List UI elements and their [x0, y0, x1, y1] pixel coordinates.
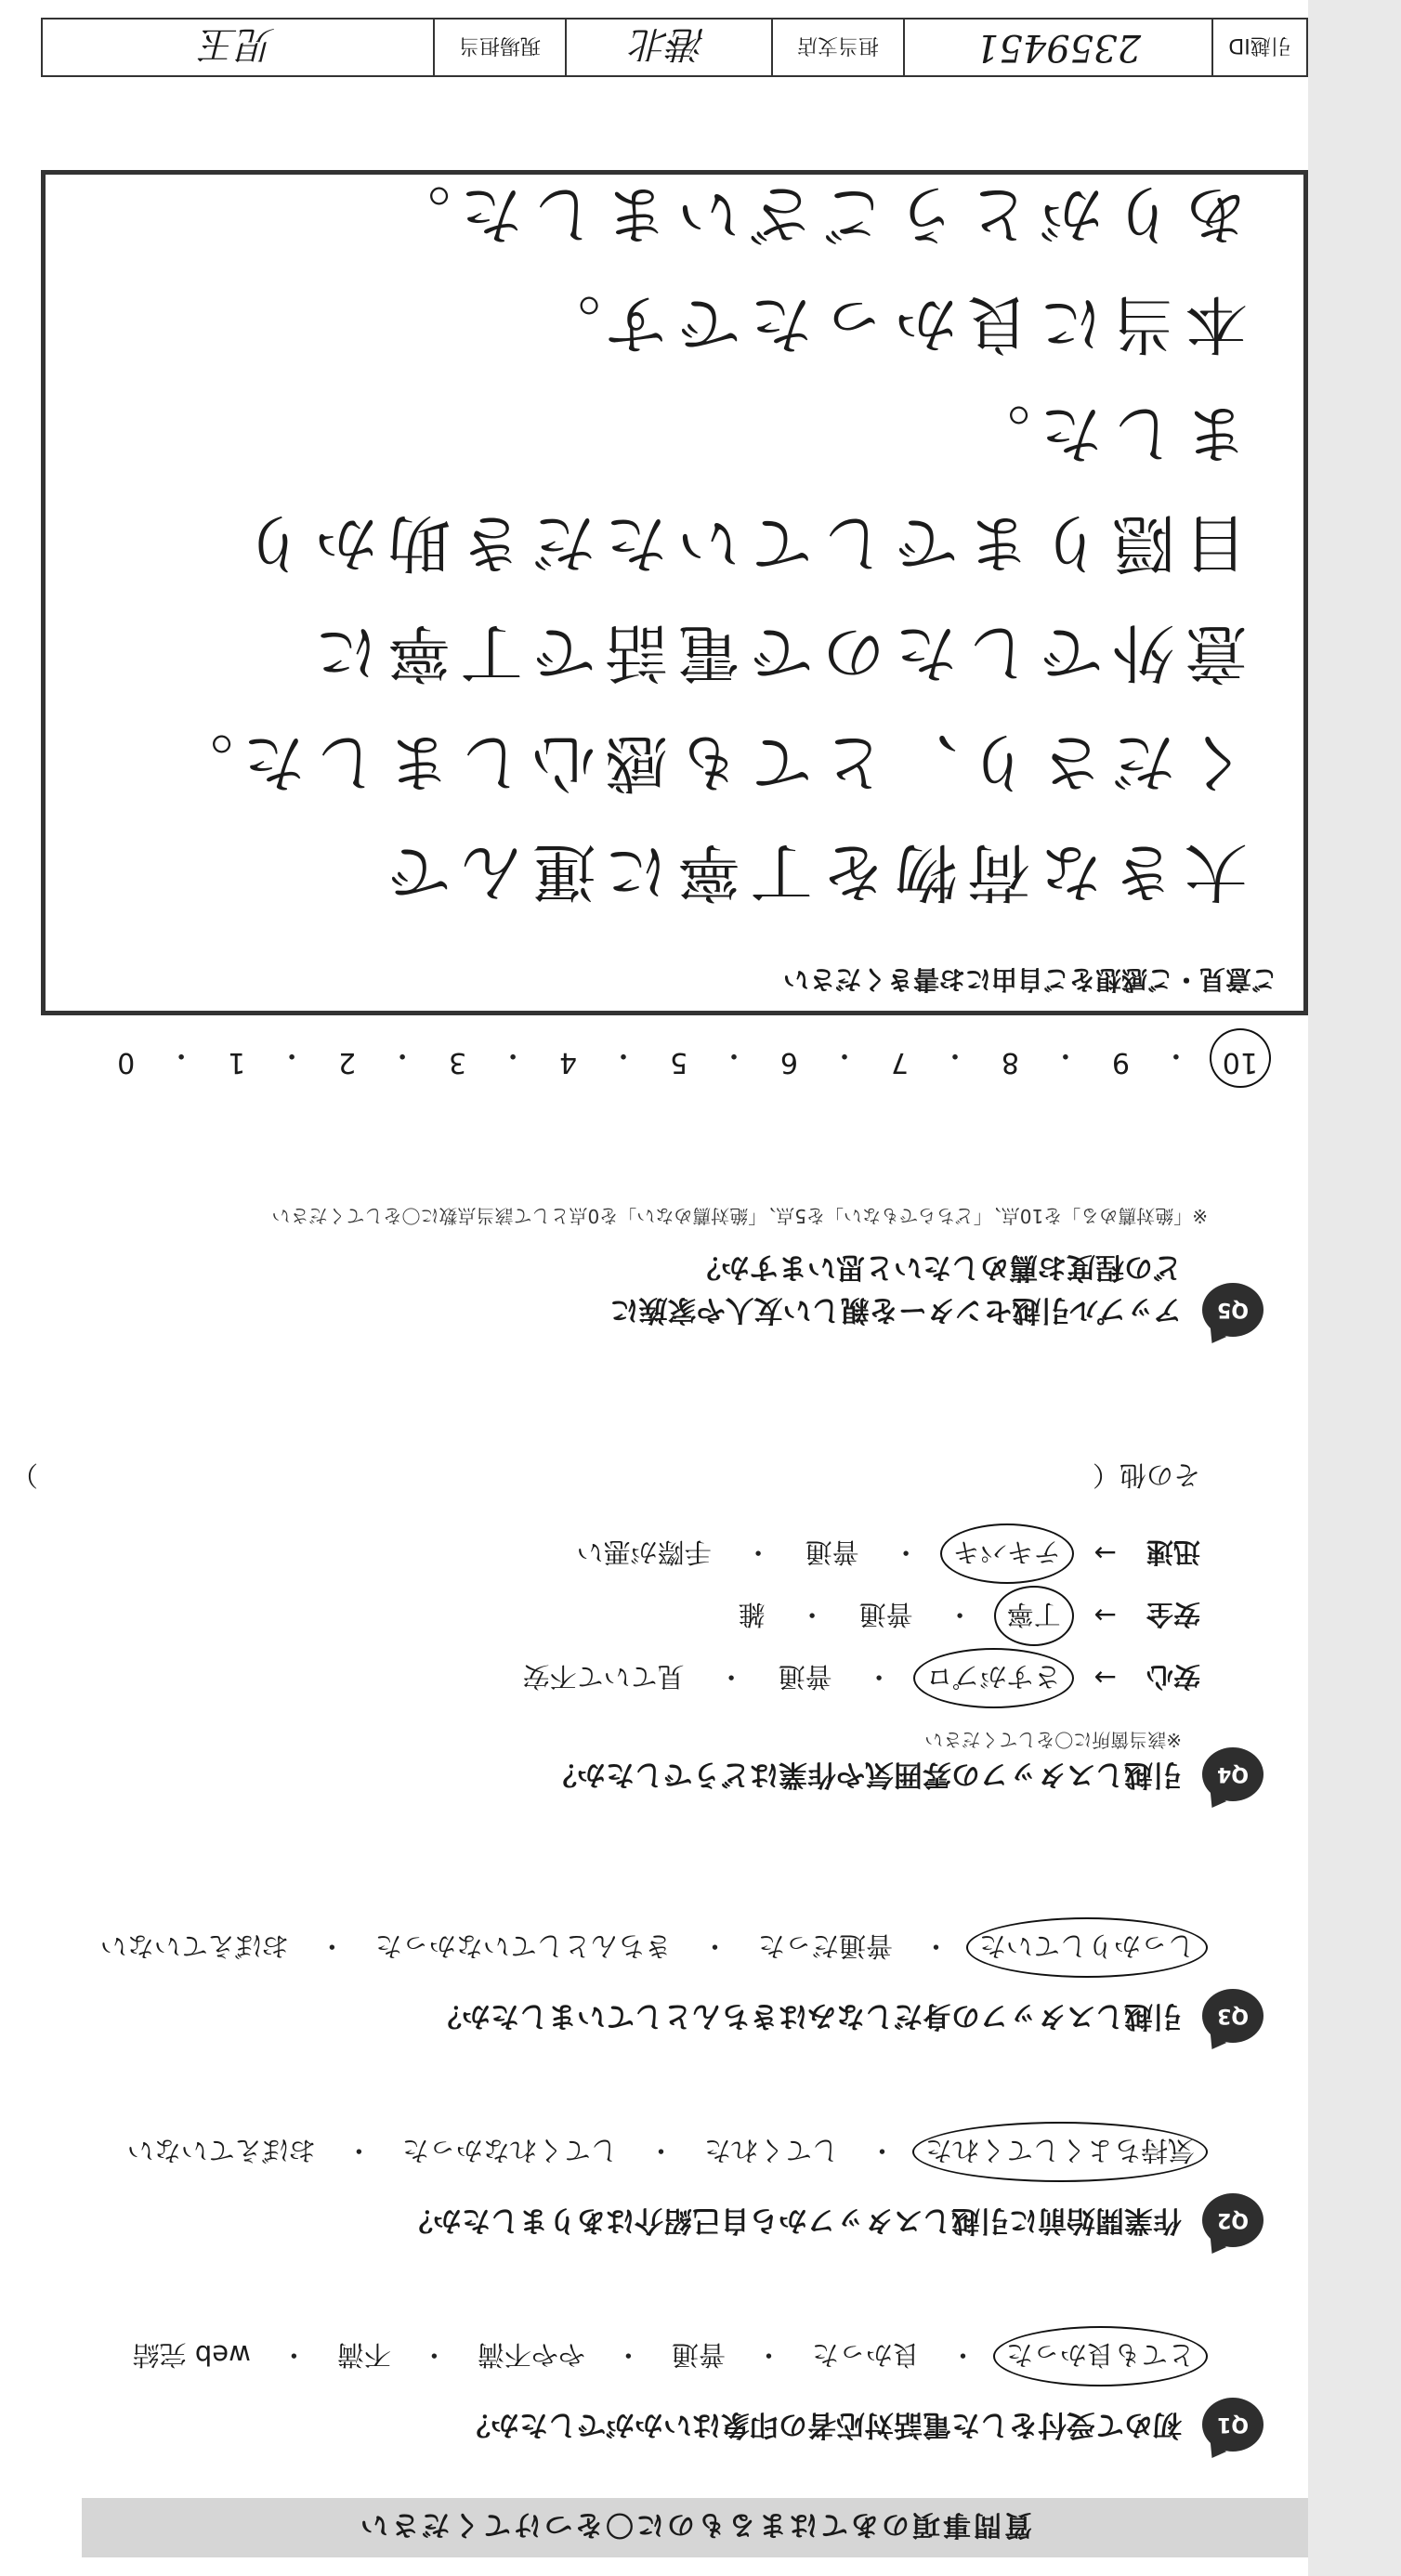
q5-note: ※「絶対薦める」を10点、「どちらでもない」を5点、「絶対薦めない」を0点として該当点数に〇をしてください: [271, 1205, 1208, 1227]
branch-value: 港北: [565, 20, 771, 75]
question-q3: [56, 1927, 1264, 2037]
q4-row-speed-label: 迅速: [1146, 1536, 1200, 1568]
q4-safety-option-normal[interactable]: 普通: [858, 1599, 913, 1630]
instruction-header-text: 質問事項のあてはまるものに〇をつけてください: [358, 2508, 1032, 2541]
q1-option-web[interactable]: web 完結: [132, 2339, 251, 2371]
q4-row-relief-label: 安心: [1146, 1661, 1200, 1693]
q1-text: 初めて受付をした電話対応者の印象はいかがでしたか？: [462, 2408, 1182, 2441]
q3-text: 引越しスタッフの身だしなみはきちんとしていましたか？: [433, 1999, 1182, 2033]
q5-score-0[interactable]: 0: [117, 1046, 136, 1079]
handwritten-comment: [77, 158, 1248, 925]
q4-other: [11, 1458, 1200, 1496]
leader-value: 児玉: [201, 22, 275, 66]
arrow-icon: →: [1093, 1600, 1117, 1632]
arrow-icon: →: [1093, 1662, 1117, 1694]
q5-score-8[interactable]: 8: [1001, 1046, 1019, 1079]
arrow-icon: →: [1093, 1537, 1117, 1570]
comment-line: ありがとうございました。: [377, 177, 1248, 250]
q5-badge: Q5: [1202, 1283, 1264, 1337]
q4-row-relief: 安心 → さすがプロ ・ 普通 ・ 見ていて不安: [56, 1657, 1200, 1699]
q5-score-7[interactable]: 7: [890, 1046, 909, 1079]
comment-line: 本当に良かったです。: [528, 286, 1248, 360]
staff-info-table: [41, 18, 1308, 77]
q4-relief-option-pro[interactable]: さすがプロ: [921, 1657, 1067, 1699]
q3-option-not-neat[interactable]: きちんとしていなかった: [374, 1930, 672, 1962]
q4-badge: Q4: [1202, 1747, 1264, 1801]
instruction-header: [82, 2498, 1308, 2557]
comment-box[interactable]: [41, 170, 1308, 1015]
comment-label: ご意見・ご感想をご自由にお書きください: [782, 964, 1277, 995]
q4-safety-option-careful[interactable]: 丁寧: [1002, 1595, 1067, 1637]
q1-option-very-good[interactable]: とても良かった: [1001, 2335, 1200, 2377]
branch-label: 担当支店: [771, 20, 903, 75]
q3-option-dont-remember[interactable]: おぼえていない: [99, 1930, 289, 1962]
q5-score-3[interactable]: 3: [449, 1046, 467, 1079]
q5-score-4[interactable]: 4: [559, 1046, 578, 1079]
q1-option-normal[interactable]: 普通: [671, 2339, 726, 2371]
comment-line: ました。: [957, 396, 1248, 469]
q5-score-2[interactable]: 2: [338, 1046, 357, 1079]
q1-option-good[interactable]: 良かった: [811, 2339, 920, 2371]
question-q1: [56, 2335, 1264, 2446]
q4-row-safety-label: 安全: [1146, 1599, 1200, 1630]
q4-other-close: ）: [11, 1459, 39, 1491]
q4-row-speed: 迅速 → テキパキ ・ 普通 ・ 手際が悪い: [56, 1533, 1200, 1575]
q3-option-normal[interactable]: 普通だった: [757, 1930, 893, 1962]
q2-option-dont-remember[interactable]: おぼえていない: [126, 2135, 316, 2166]
q3-option-neat[interactable]: しっかりしていた: [974, 1927, 1200, 1968]
q1-options: とても良かった ・ 良かった ・ 普通 ・ やや不満 ・ 不満 ・ web 完結: [56, 2335, 1200, 2377]
q4-note: ※該当箇所に〇をしてください: [924, 1729, 1182, 1751]
q5-score-9[interactable]: 9: [1111, 1046, 1130, 1079]
q4-relief-option-normal[interactable]: 普通: [778, 1661, 832, 1693]
q5-text: アップル引越センターを親しい友人や家族に どの程度お薦めしたいと思いますか？: [609, 1250, 1182, 1327]
comment-line: くださり、とても感心しました。: [160, 725, 1248, 798]
q4-speed-option-brisk[interactable]: テキパキ: [948, 1533, 1067, 1575]
id-label: 引越ID: [1211, 20, 1306, 75]
q2-badge: Q2: [1202, 2193, 1264, 2247]
q4-speed-option-clumsy[interactable]: 手際が悪い: [576, 1536, 712, 1568]
leader-label: 現場担当: [433, 20, 565, 75]
comment-line: 意外でしたので電話で丁寧に: [305, 615, 1248, 688]
q1-option-unsatisfied[interactable]: 不満: [336, 2339, 391, 2371]
question-q2: [56, 2131, 1264, 2242]
q5-score-10[interactable]: 10: [1217, 1038, 1264, 1079]
q2-option-no[interactable]: してくれなかった: [401, 2135, 618, 2166]
q4-text: 引越しスタッフの雰囲気や作業はどうでしたか？: [548, 1758, 1182, 1791]
q4-relief-option-anxious[interactable]: 見ていて不安: [522, 1661, 685, 1693]
q2-options: 気持ちよくしてくれた ・ してくれた ・ してくれなかった ・ おぼえていない: [56, 2131, 1200, 2173]
q3-badge: Q3: [1202, 1989, 1264, 2043]
q2-text: 作業開始前に引越しスタッフから自己紹介はありましたか？: [404, 2203, 1182, 2237]
q4-safety-option-rough[interactable]: 雑: [738, 1599, 766, 1630]
comment-line: 目隠りまでしていただき助かり: [232, 505, 1248, 579]
scan-margin: [1308, 0, 1401, 2576]
q1-badge: Q1: [1202, 2398, 1264, 2452]
q4-other-label: その他（: [1092, 1459, 1200, 1491]
q5-score-1[interactable]: 1: [228, 1046, 246, 1079]
q5-score-6[interactable]: 6: [779, 1046, 799, 1079]
q2-option-yes[interactable]: してくれた: [703, 2135, 839, 2166]
question-q4: [11, 1458, 1264, 1796]
q4-row-safety: 安全 → 丁寧 ・ 普通 ・ 雑: [56, 1595, 1200, 1637]
id-value: 2359451: [903, 20, 1211, 75]
q5-scale: 10 ・ 9 ・ 8 ・ 7 ・ 6 ・ 5 ・ 4 ・ 3 ・ 2 ・ 1 ・ 0: [111, 1038, 1264, 1079]
q5-score-5[interactable]: 5: [669, 1046, 688, 1079]
q1-option-somewhat-unsatisfied[interactable]: やや不満: [477, 2339, 585, 2371]
question-q5: [56, 1203, 1264, 1331]
q3-options: しっかりしていた ・ 普通だった ・ きちんとしていなかった ・ おぼえていない: [56, 1927, 1200, 1968]
q2-option-pleasant[interactable]: 気持ちよくしてくれた: [920, 2131, 1200, 2173]
comment-line: 大きな荷物を丁寧に運んで: [377, 834, 1248, 908]
q4-speed-option-normal[interactable]: 普通: [805, 1536, 859, 1568]
